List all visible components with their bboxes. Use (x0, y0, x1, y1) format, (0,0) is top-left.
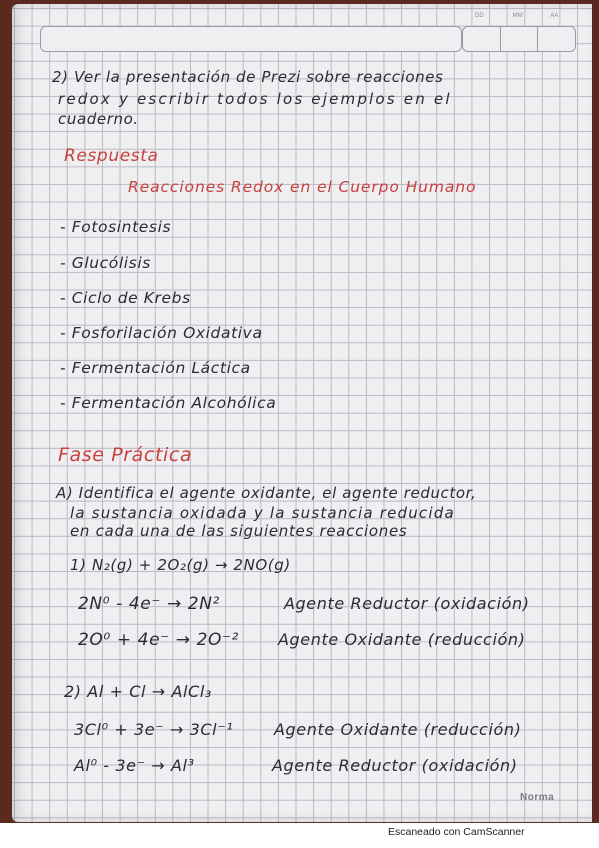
notebook-page (12, 4, 592, 822)
redox-item: - Fermentación Láctica (60, 359, 251, 377)
question-line-2: redox y escribir todos los ejemplos en el (58, 90, 452, 108)
date-cell-month (501, 13, 539, 51)
date-label-day: DD (475, 13, 484, 19)
reaction-1-half-2-label: Agente Oxidante (reducción) (278, 630, 526, 649)
date-label-year: AA (550, 13, 559, 19)
instruction-line-2: la sustancia oxidada y la sustancia reducida (70, 504, 455, 522)
redox-title: Reacciones Redox en el Cuerpo Humano (128, 178, 477, 196)
reaction-2-half-2-equation: Al⁰ - 3e⁻ → Al³ (74, 756, 195, 775)
date-cell-day (463, 13, 501, 51)
instruction-line-1: A) Identifica el agente oxidante, el agente reductor, (56, 484, 477, 502)
notebook-brand-logo: Norma (520, 792, 555, 803)
header-title-box (40, 26, 462, 52)
instruction-line-3: en cada una de las siguientes reacciones (70, 522, 408, 540)
redox-item: - Glucólisis (60, 254, 151, 272)
redox-item: - Fosforilación Oxidativa (60, 324, 263, 342)
date-label-month: MM (512, 13, 523, 19)
redox-item: - Ciclo de Krebs (60, 289, 191, 307)
reaction-2-half-1-equation: 3Cl⁰ + 3e⁻ → 3Cl⁻¹ (74, 720, 234, 739)
fase-practica-label: Fase Práctica (58, 444, 193, 466)
date-cell-year (538, 13, 575, 51)
reaction-1-half-1-equation: 2N⁰ - 4e⁻ → 2N² (78, 594, 220, 614)
reaction-1-equation: 1) N₂(g) + 2O₂(g) → 2NO(g) (70, 556, 291, 574)
respuesta-label: Respuesta (64, 146, 159, 166)
date-box (462, 13, 576, 52)
redox-item: - Fermentación Alcohólica (60, 394, 277, 412)
scanner-footer: Escaneado con CamScanner (388, 826, 525, 838)
reaction-1-half-2-equation: 2O⁰ + 4e⁻ → 2O⁻² (78, 630, 239, 650)
redox-item: - Fotosintesis (60, 218, 172, 236)
question-line-1: 2) Ver la presentación de Prezi sobre reacciones (52, 68, 444, 86)
reaction-2-half-1-label: Agente Oxidante (reducción) (274, 720, 522, 739)
reaction-2-half-2-label: Agente Reductor (oxidación) (272, 756, 518, 775)
question-line-3: cuaderno. (58, 110, 139, 128)
reaction-1-half-1-label: Agente Reductor (oxidación) (284, 594, 530, 613)
reaction-2-equation: 2) Al + Cl → AlCl₃ (64, 682, 212, 701)
